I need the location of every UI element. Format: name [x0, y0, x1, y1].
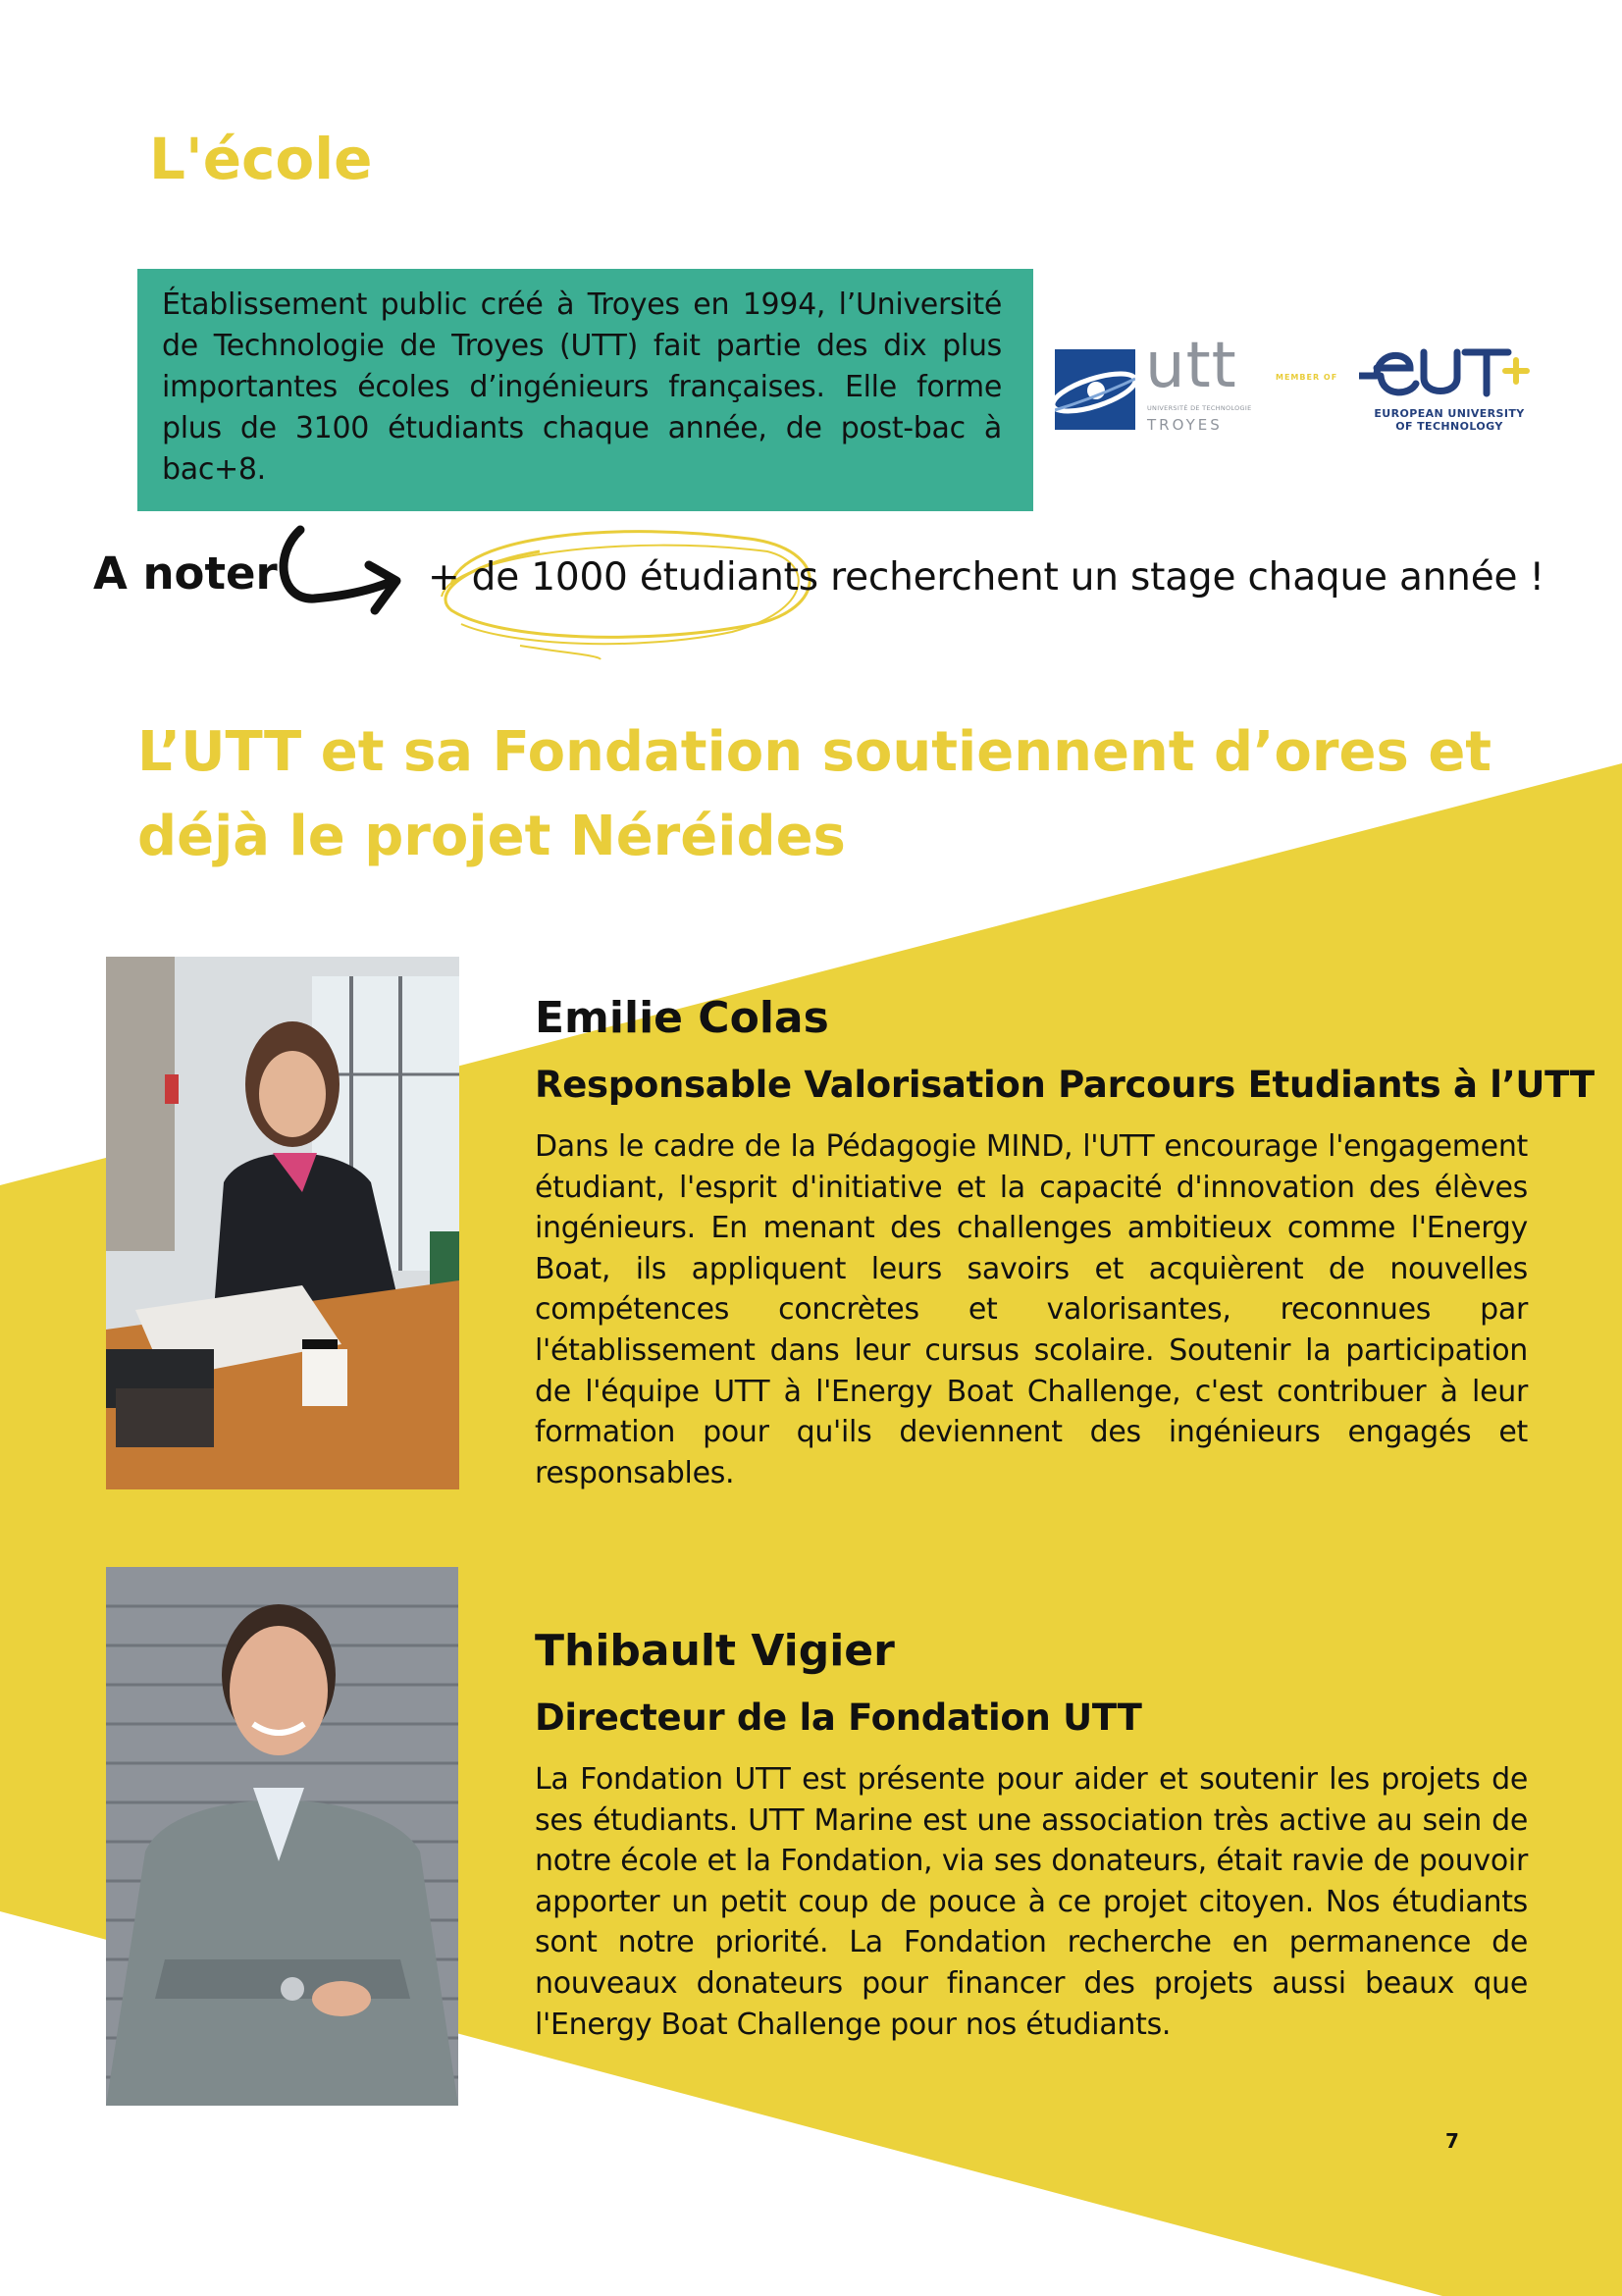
note-label: A noter — [93, 548, 278, 600]
utt-logo-word: utt — [1145, 330, 1237, 402]
photo-emilie-colas — [106, 957, 459, 1489]
person-name-2: Thibault Vigier — [535, 1626, 895, 1676]
utt-logo — [1055, 330, 1290, 437]
person-role-1: Responsable Valorisation Parcours Etudiants à l’UTT — [535, 1064, 1595, 1106]
note-text: + de 1000 étudiants recherchent un stage chaque année ! — [428, 555, 1544, 600]
member-of-label: MEMBER OF — [1276, 373, 1338, 382]
page-number: 7 — [1445, 2129, 1459, 2153]
person-description-1: Dans le cadre de la Pédagogie MIND, l'UTT encourage l'engagement étudiant, l'esprit d'initiative et la capacité d'innovation des élèves ingénieurs. En menant des challenges ambitieux comme l'Energy Boat, ils appliquent leurs savoirs et acquièrent de nouvelles compétences concrètes et valorisantes, reconnues par l'établissement dans leur cursus scolaire. Soutenir la participation de l'équipe UTT à l'Energy Boat Challenge, c'est contribuer à leur formation pour qu'ils deviennent des ingénieurs engagés et responsables. — [535, 1129, 1528, 1490]
person-role-2: Directeur de la Fondation UTT — [535, 1696, 1142, 1739]
intro-box — [137, 269, 1033, 511]
eut-logo-mark — [1359, 339, 1536, 399]
eut-logo — [1359, 339, 1536, 437]
utt-logo-subtitle: UNIVERSITÉ DE TECHNOLOGIE — [1147, 404, 1252, 412]
section-title: L'école — [149, 126, 373, 192]
eut-logo-line2: OF TECHNOLOGY — [1395, 420, 1503, 433]
eut-logo-line1: EUROPEAN UNIVERSITY — [1374, 407, 1525, 420]
intro-text: Établissement public créé à Troyes en 1994, l’Université de Technologie de Troyes (UTT) fait partie des dix plus importantes écoles d’ingénieurs françaises. Elle forme plus de 3100 étudiants chaque année, de post-bac à bac+8. — [162, 287, 1002, 487]
eut-logo-text — [1371, 407, 1528, 433]
photo-thibault-vigier — [106, 1567, 458, 2106]
utt-logo-city: TROYES — [1147, 416, 1223, 434]
support-heading: L’UTT et sa Fondation soutiennent d’ores et déjà le projet Néréides — [137, 720, 1492, 868]
utt-logo-mark — [1055, 349, 1135, 430]
curved-arrow-icon — [273, 522, 415, 630]
person-description-2: La Fondation UTT est présente pour aider et soutenir les projets de ses étudiants. UTT Marine est une association très active au sein de notre école et la Fondation, via ses donateurs, était ravie de pouvoir apporter un petit coup de pouce à ce projet citoyen. Nos étudiants sont notre priorité. La Fondation recherche en permanence de nouveaux donateurs pour financer des projets aussi beaux que l'Energy Boat Challenge pour nos étudiants. — [535, 1762, 1528, 2042]
person-name-1: Emilie Colas — [535, 993, 829, 1043]
